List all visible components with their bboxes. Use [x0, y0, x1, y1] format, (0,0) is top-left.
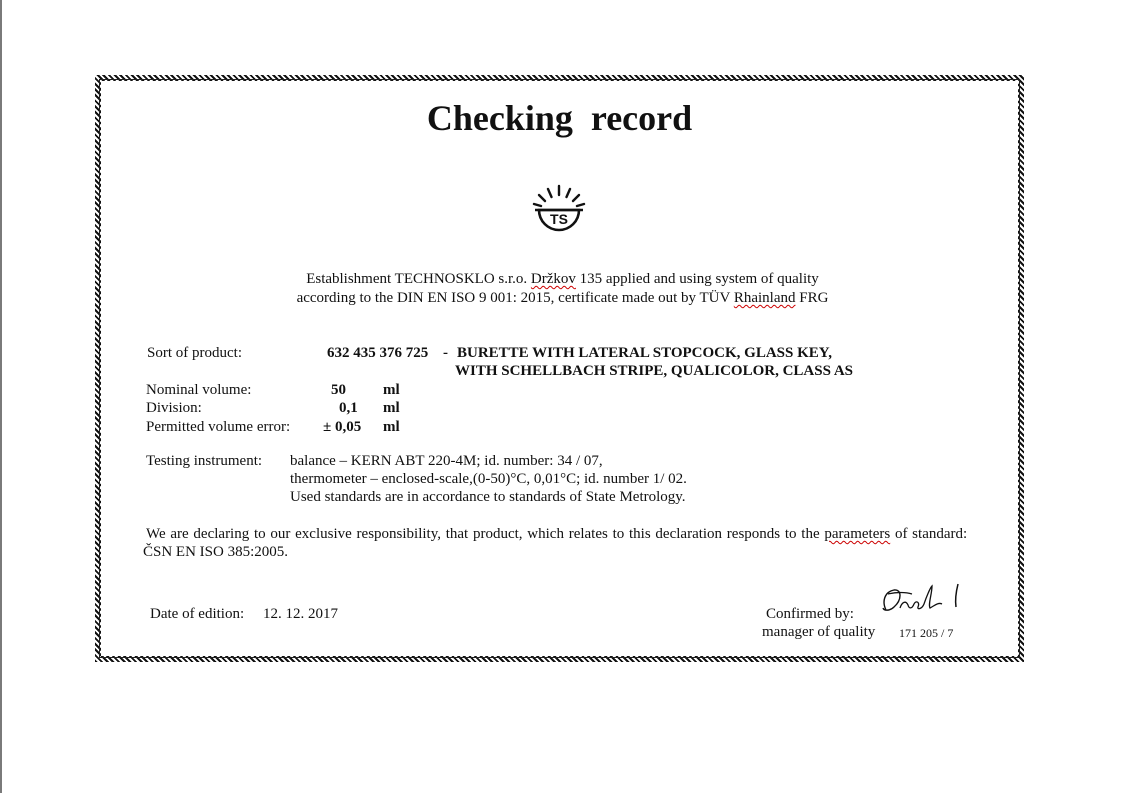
testing-label: Testing instrument:: [146, 453, 263, 469]
testing-line-3: Used standards are in accordance to standards of State Metrology.: [290, 489, 686, 505]
testing-line-1: balance – KERN ABT 220-4M; id. number: 34 / 07,: [290, 453, 603, 469]
spec-unit: ml: [383, 400, 400, 416]
product-code: 632 435 376 725: [327, 345, 429, 361]
spec-value: ± 0,05: [323, 419, 362, 435]
product-label: Sort of product:: [147, 345, 242, 361]
manager-role: manager of quality: [762, 624, 876, 640]
spec-value: 0,1: [339, 400, 358, 416]
establishment-line-2: according to the DIN EN ISO 9 001: 2015, certificate made out by TÜV Rhainland FRG: [296, 290, 829, 306]
spec-label: Nominal volume:: [146, 382, 252, 398]
document-number: 171 205 / 7: [899, 626, 954, 640]
establishment-line-1: Establishment TECHNOSKLO s.r.o. Držkov 135 applied and using system of quality: [306, 271, 819, 287]
date-label: Date of edition:: [150, 606, 245, 622]
spec-value: 50: [331, 382, 346, 398]
spec-unit: ml: [383, 419, 400, 435]
technosklo-logo: [531, 184, 587, 240]
product-name-line-2: WITH SCHELLBACH STRIPE, QUALICOLOR, CLASS AS: [455, 363, 854, 379]
testing-line-2: thermometer – enclosed-scale,(0-50)°C, 0,01°C; id. number 1/ 02.: [290, 471, 687, 487]
declaration-line-1: We are declaring to our exclusive responsibility, that product, which relates to this declaration responds to the parameters of standard:: [146, 526, 968, 542]
page-title: Checking record: [426, 98, 693, 138]
product-dash: -: [443, 345, 448, 361]
spec-label: Permitted volume error:: [146, 419, 291, 435]
spec-unit: ml: [383, 382, 400, 398]
signature: [876, 580, 970, 620]
confirmed-by-label: Confirmed by:: [766, 606, 854, 622]
date-value: 12. 12. 2017: [263, 606, 338, 622]
svg-text:TS: TS: [550, 211, 568, 227]
declaration-line-2: ČSN EN ISO 385:2005.: [143, 544, 289, 560]
spec-label: Division:: [146, 400, 202, 416]
product-name-line-1: BURETTE WITH LATERAL STOPCOCK, GLASS KEY,: [457, 345, 832, 361]
